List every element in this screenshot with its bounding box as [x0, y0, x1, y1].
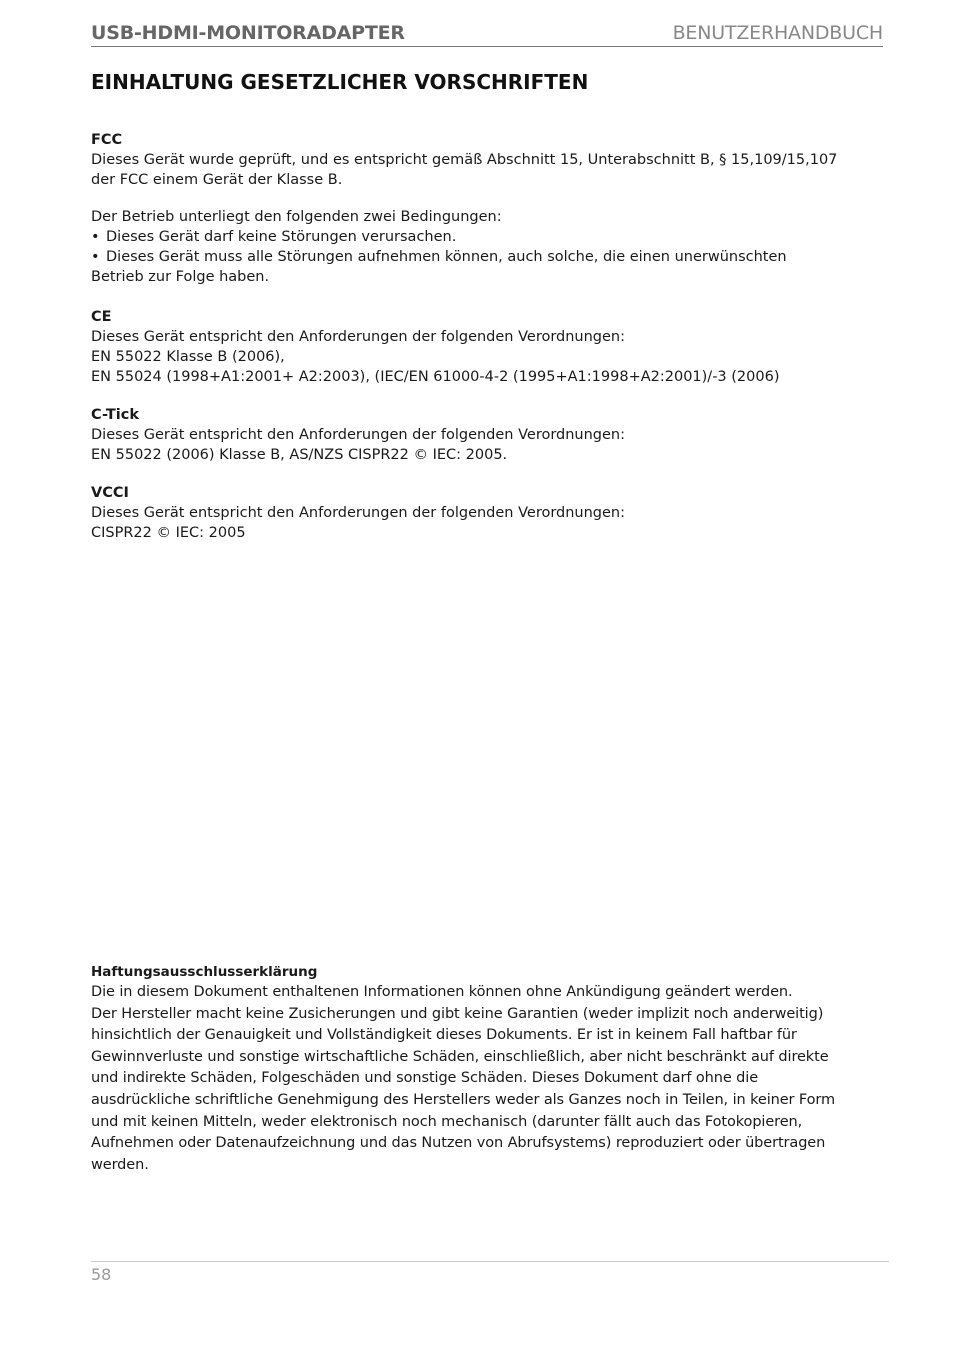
list-item-text: Dieses Gerät muss alle Störungen aufnehmen können, auch solche, die einen unerwünschten	[106, 249, 787, 265]
paragraph-text: Dieses Gerät entspricht den Anforderungen der folgenden Verordnungen:	[91, 427, 626, 443]
paragraph-text: Dieses Gerät wurde geprüft, und es entspricht gemäß Abschnitt 15, Unterabschnitt B, § 15,109/15,107	[91, 152, 838, 168]
section-disclaimer	[91, 962, 891, 1176]
page-title: EINHALTUNG GESETZLICHER VORSCHRIFTEN	[91, 70, 589, 94]
paragraph-text: Dieses Gerät entspricht den Anforderungen der folgenden Verordnungen:	[91, 329, 626, 345]
conditions-intro: Der Betrieb unterliegt den folgenden zwei Bedingungen:	[91, 209, 502, 225]
disclaimer-line: ausdrückliche schriftliche Genehmigung des Herstellers weder als Ganzes noch in Teilen, in keiner Form	[91, 1091, 836, 1108]
section-heading-c-tick: C-Tick	[91, 407, 139, 423]
disclaimer-line: werden.	[91, 1156, 149, 1173]
paragraph-text: CISPR22 © IEC: 2005	[91, 525, 246, 541]
section-heading-fcc: FCC	[91, 132, 123, 148]
header-product-name: USB-HDMI-MONITORADAPTER	[91, 22, 405, 44]
bullet-icon: •	[91, 229, 100, 245]
list-item	[91, 247, 891, 267]
section-fcc	[91, 130, 891, 287]
list-item-text: Dieses Gerät darf keine Störungen verursachen.	[106, 229, 457, 245]
disclaimer-line: Gewinnverluste und sonstige wirtschaftliche Schäden, einschließlich, aber nicht beschränkt auf direkte	[91, 1048, 829, 1065]
page-number: 58	[91, 1265, 112, 1284]
disclaimer-line: Die in diesem Dokument enthaltenen Informationen können ohne Ankündigung geändert werden.	[91, 984, 793, 1000]
disclaimer-line: Der Hersteller macht keine Zusicherungen und gibt keine Garantien (weder implizit noch anderweitig)	[91, 1005, 824, 1022]
section-vcci	[91, 483, 891, 543]
disclaimer-line: Aufnehmen oder Datenaufzeichnung und das Nutzen von Abrufsystems) reproduziert oder übertragen	[91, 1135, 826, 1152]
section-heading-vcci: VCCI	[91, 485, 129, 501]
paragraph-text: der FCC einem Gerät der Klasse B.	[91, 172, 343, 188]
header-document-type: BENUTZERHANDBUCH	[672, 22, 883, 44]
spacer	[91, 190, 891, 207]
disclaimer-line: und indirekte Schäden, Folgeschäden und sonstige Schäden. Dieses Dokument darf ohne die	[91, 1070, 759, 1087]
paragraph-text: EN 55022 (2006) Klasse B, AS/NZS CISPR22 © IEC: 2005.	[91, 447, 508, 463]
list-item-continuation: Betrieb zur Folge haben.	[91, 269, 270, 285]
paragraph-text: Dieses Gerät entspricht den Anforderungen der folgenden Verordnungen:	[91, 505, 626, 521]
page-header	[91, 22, 883, 47]
disclaimer-line: hinsichtlich der Genauigkeit und Vollständigkeit dieses Dokuments. Er ist in keinem Fall haftbar für	[91, 1027, 797, 1044]
section-c-tick	[91, 405, 891, 465]
paragraph-text: EN 55022 Klasse B (2006),	[91, 349, 285, 365]
paragraph-text: EN 55024 (1998+A1:2001+ A2:2003), (IEC/EN 61000-4-2 (1995+A1:1998+A2:2001)/-3 (2006)	[91, 369, 780, 385]
bullet-icon: •	[91, 249, 100, 265]
section-ce	[91, 307, 891, 387]
list-item	[91, 227, 891, 247]
footer-divider	[91, 1261, 889, 1262]
disclaimer-line: und mit keinen Mitteln, weder elektronisch noch mechanisch (darunter fällt auch das Fotokopieren,	[91, 1113, 803, 1130]
section-heading-disclaimer: Haftungsausschlusserklärung	[91, 964, 318, 980]
section-heading-ce: CE	[91, 309, 112, 325]
